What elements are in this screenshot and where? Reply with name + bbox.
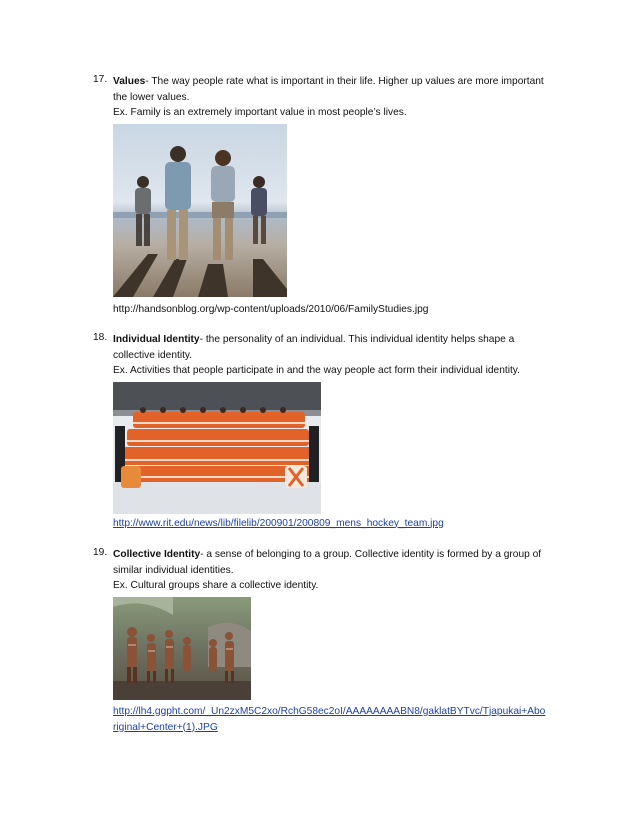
example-collective: Ex. Cultural groups share a collective identity. [113,580,319,591]
item-number: 19. [93,547,108,558]
definition-values-line2: the lower values. [113,91,190,103]
definition-individual-line2: collective identity. [113,349,193,361]
definition-individual-line1: - the personality of an individual. This individual identity helps shape a [199,334,515,345]
hockey-team-photo [113,382,321,514]
item-number: 17. [93,74,108,85]
source-link-aboriginal-line1[interactable]: http://lh4.ggpht.com/_Un2zxM5C2xo/RchG58ec2oI/AAAAAAAABN8/gaklatBYTvc/Tjapukai+Abo [113,705,546,717]
term-individual-identity: Individual Identity [113,334,200,345]
source-url-values: http://handsonblog.org/wp-content/uploads/2010/06/FamilyStudies.jpg [113,303,429,315]
example-values: Ex. Family is an extremely important value in most people’s lives. [113,107,407,118]
definition-values-line1: - The way people rate what is important in their life. Higher up values are more important [145,76,544,87]
definition-collective-line1: - a sense of belonging to a group. Collective identity is formed by a group of [200,549,542,560]
family-beach-photo [113,124,287,297]
source-link-hockey[interactable]: http://www.rit.edu/news/lib/filelib/200901/200809_mens_hockey_team.jpg [113,517,444,529]
aboriginal-dancers-photo [113,597,251,700]
term-values: Values [113,76,146,87]
item-number: 18. [93,332,108,343]
definition-collective-line2: similar individual identities. [113,564,234,576]
example-individual: Ex. Activities that people participate in and the way people act form their individual identity. [113,365,520,376]
source-link-aboriginal-line2[interactable]: riginal+Center+(1).JPG [113,721,218,733]
term-collective-identity: Collective Identity [113,549,201,560]
